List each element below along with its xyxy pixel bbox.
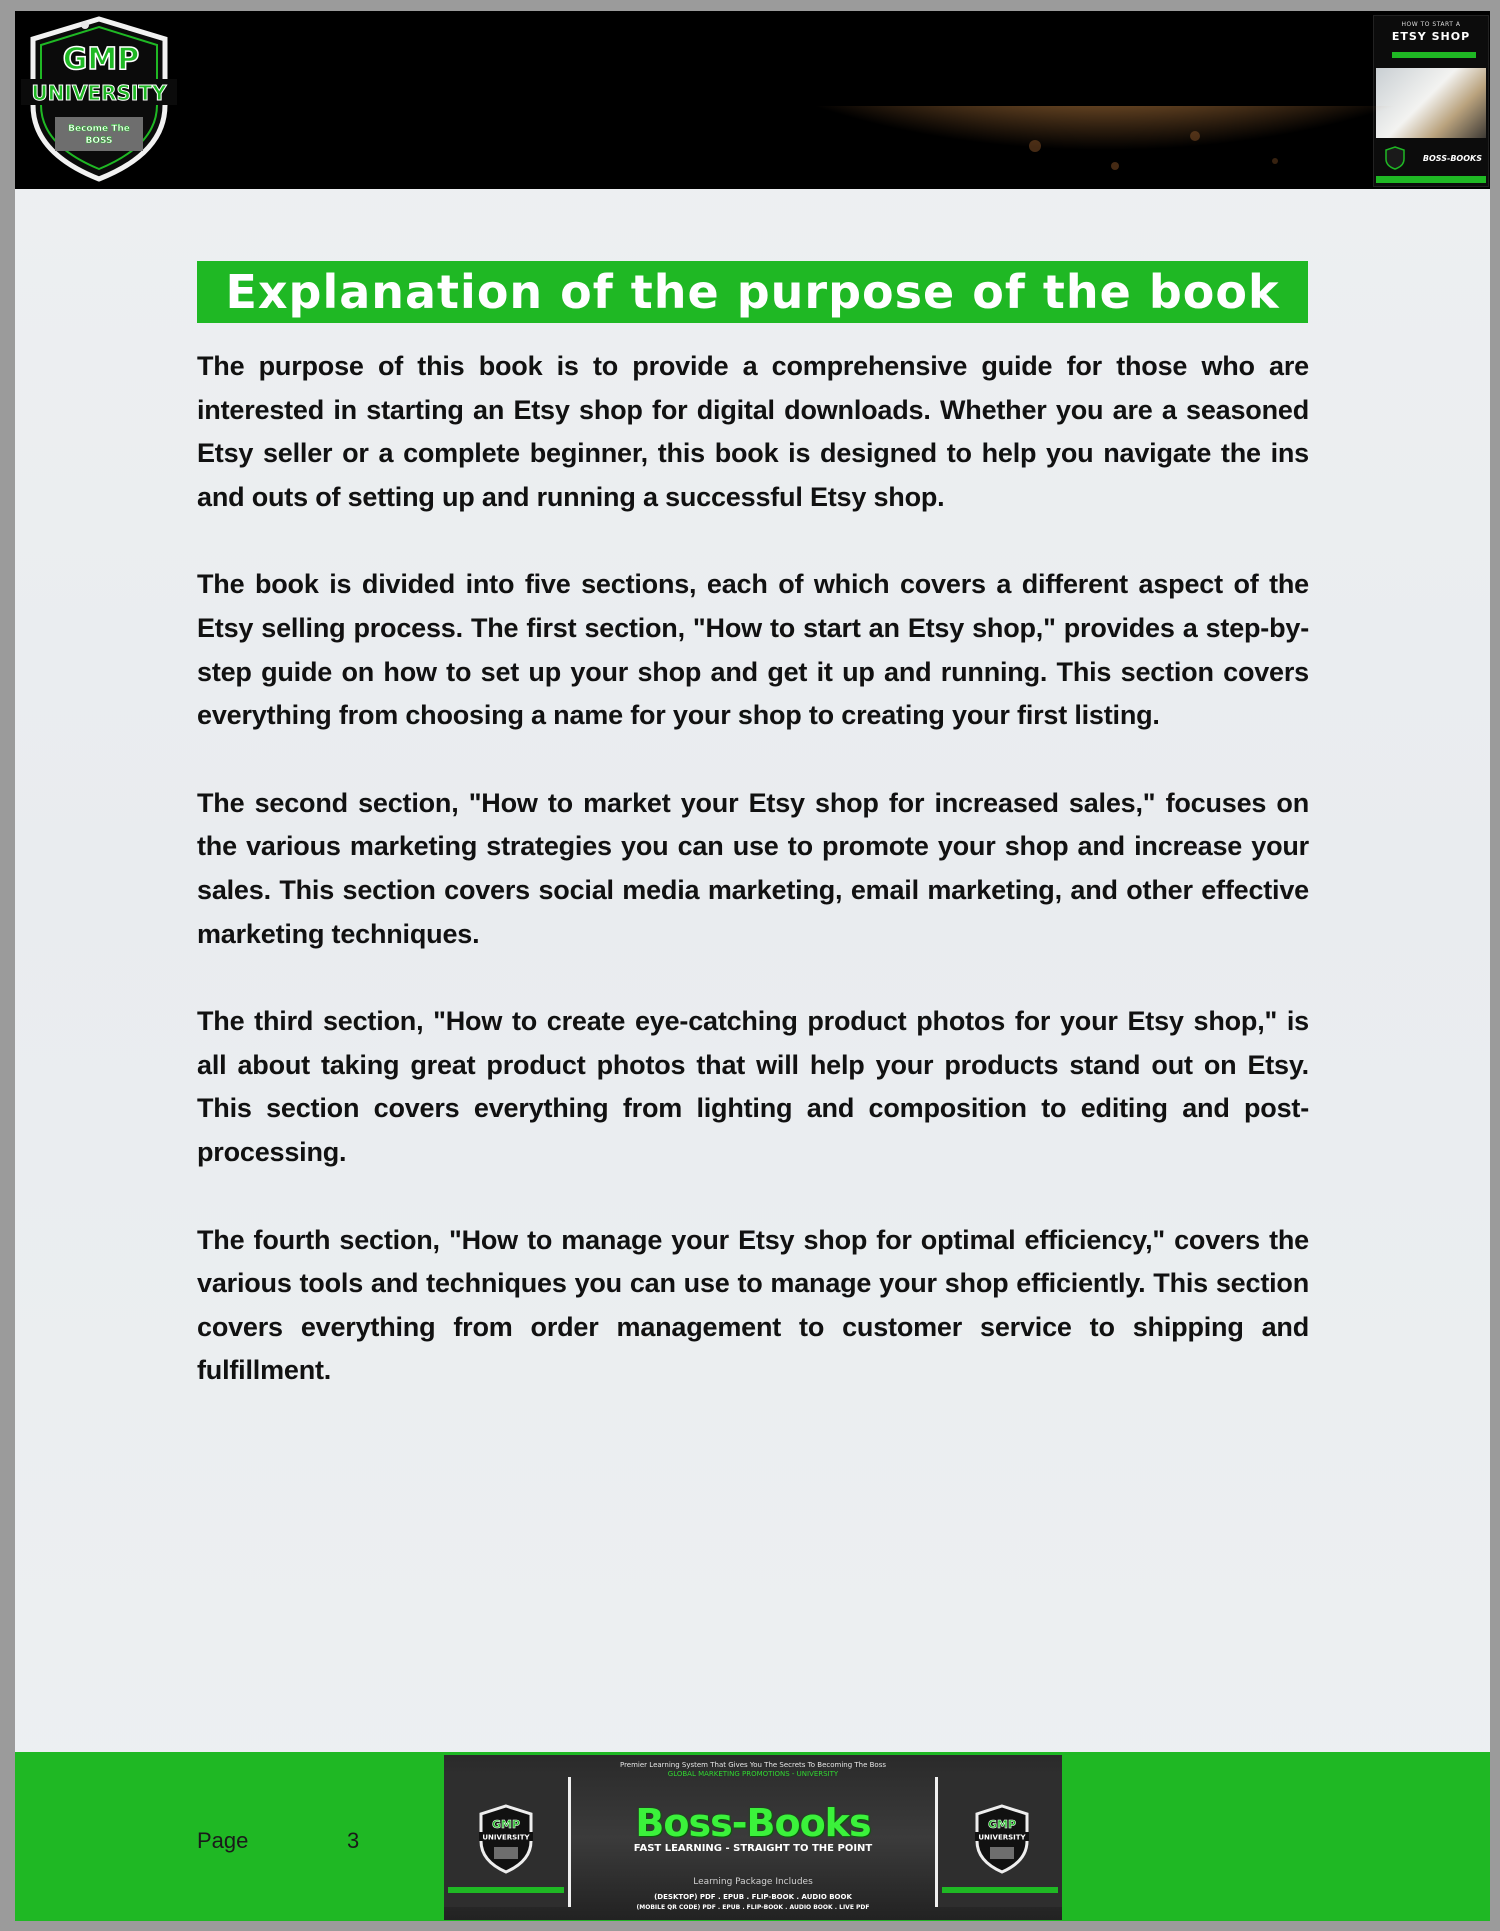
cover-green-bar [1392,52,1476,58]
boss-books-banner [444,1755,1062,1920]
banner-title: Boss-Books [635,1801,871,1845]
cover-title: ETSY SHOP [1391,30,1471,43]
banner-top-line: Premier Learning System That Gives You The Secrets To Becoming The Boss [619,1761,886,1769]
banner-learning-line: Learning Package Includes [693,1877,813,1887]
section-title-bar [197,261,1308,323]
paragraph: The second section, "How to market your Etsy shop for increased sales," focuses on the various marketing strategies you can use to promote your shop and increase your sales. This section covers social media marketing, email marketing, and other effective marketing techniques. [197,787,1309,949]
paragraph: The book is divided into five sections, each of which covers a different aspect of the Etsy selling process. The first section, "How to start an Etsy shop," provides a step-by-step guide on how to set up your shop and get it up and running. This section covers everything from choosing a name for your shop to creating your first listing. [197,569,1309,731]
gmp-university-logo [19,13,179,183]
cover-brand: BOSS-BOOKS [1422,154,1482,163]
document-page [15,11,1490,1921]
cover-small-line: HOW TO START A [1401,21,1461,28]
paragraph: The fourth section, "How to manage your Etsy shop for optimal efficiency," covers the various tools and techniques you can use to manage your shop efficiently. This section covers everything from order management to customer service to shipping and fulfillment. [197,1224,1309,1386]
page-label: Page [197,1828,249,1853]
svg-text:GMP: GMP [491,1818,521,1831]
section-title: Explanation of the purpose of the book [225,265,1280,319]
banner-top-line-2: GLOBAL MARKETING PROMOTIONS - UNIVERSITY [667,1770,839,1778]
svg-text:UNIVERSITY: UNIVERSITY [978,1833,1026,1842]
banner-subtitle: FAST LEARNING - STRAIGHT TO THE POINT [633,1843,873,1854]
page-footer [15,1752,1490,1921]
body-text [197,345,1309,1437]
paragraph: The third section, "How to create eye-catching product photos for your Etsy shop," is all about taking great product photos that will help your products stand out on Etsy. This section covers everything from lighting and composition to editing and post-processing. [197,1006,1309,1167]
banner-formats-mobile: (MOBILE QR CODE) PDF . EPUB . FLIP-BOOK . AUDIO BOOK . LIVE PDF [636,1904,870,1911]
banner-formats: (DESKTOP) PDF . EPUB . FLIP-BOOK . AUDIO BOOK [654,1893,852,1901]
paragraph: The purpose of this book is to provide a comprehensive guide for those who are interested in starting an Etsy shop for digital downloads. Whether you are a seasoned Etsy seller or a complete beginner, this book is designed to help you navigate the ins and outs of setting up and running a successful Etsy shop. [197,351,1309,512]
svg-text:Become The: Become The [68,124,130,134]
page-number: 3 [347,1828,360,1853]
svg-text:GMP: GMP [62,42,140,77]
svg-text:BOSS: BOSS [85,136,113,146]
svg-text:GMP: GMP [987,1818,1017,1831]
svg-text:UNIVERSITY: UNIVERSITY [482,1833,530,1842]
svg-text:UNIVERSITY: UNIVERSITY [31,81,167,105]
